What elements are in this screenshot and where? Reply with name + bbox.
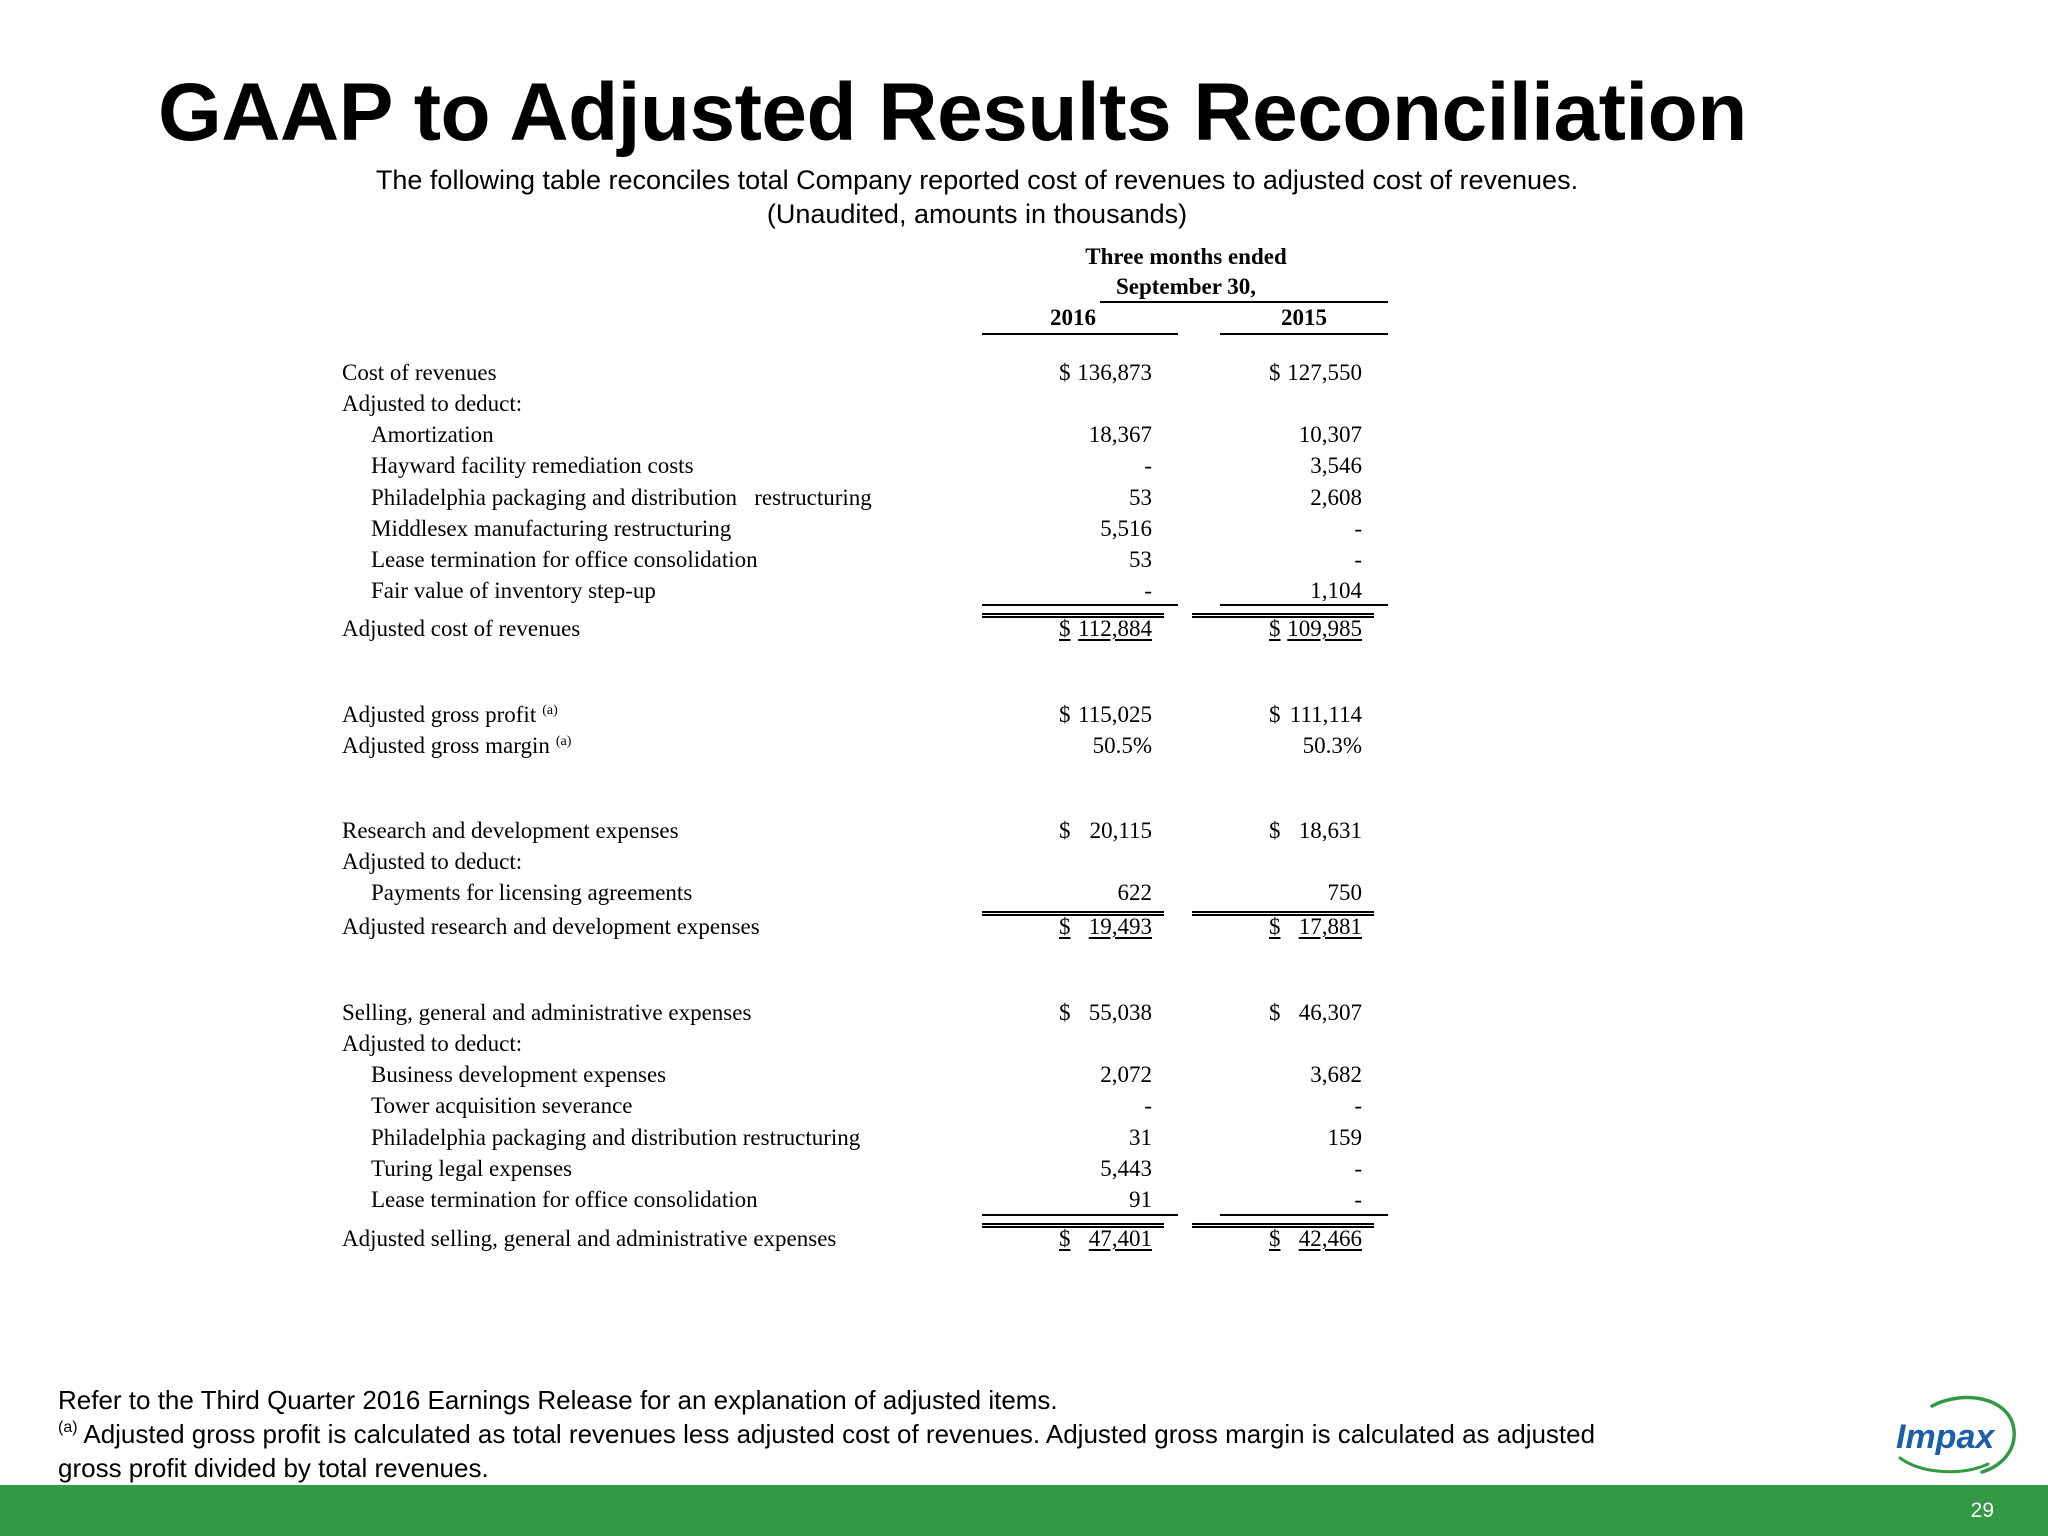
row-label: Selling, general and administrative expenses xyxy=(342,1000,752,1025)
row-label: Amortization xyxy=(371,422,494,447)
cell-value: - xyxy=(1354,1187,1362,1212)
row-footnote-marker: (a) xyxy=(555,734,572,749)
cell-value: 53 xyxy=(1129,547,1152,572)
subtotal-rule xyxy=(982,604,1178,606)
currency-symbol: $ xyxy=(1059,1000,1071,1025)
currency-symbol: $ xyxy=(1059,1226,1071,1251)
row-label: Middlesex manufacturing restructuring xyxy=(371,516,732,541)
footnote-a xyxy=(58,1418,1595,1451)
cell-value: 42,466 xyxy=(1298,1226,1362,1251)
cell-value: 46,307 xyxy=(1298,1000,1362,1025)
column-header-2015: 2015 xyxy=(1281,305,1327,330)
cell-value: 18,367 xyxy=(1088,422,1152,447)
currency-symbol: $ xyxy=(1059,702,1071,727)
bottom-bar xyxy=(0,1485,2048,1536)
impax-logo-text: Impax xyxy=(1896,1418,1995,1456)
row-label: Payments for licensing agreements xyxy=(371,880,693,905)
page-number: 29 xyxy=(1970,1499,1994,1522)
cell-value: - xyxy=(1144,453,1152,478)
currency-symbol: $ xyxy=(1059,818,1071,843)
cell-value: - xyxy=(1354,1156,1362,1181)
cell-value: 3,546 xyxy=(1310,453,1362,478)
row-label: Adjusted gross profit xyxy=(342,702,537,727)
footnote-refer: Refer to the Third Quarter 2016 Earnings Release for an explanation of adjusted items. xyxy=(58,1385,1058,1415)
table-row xyxy=(0,451,2048,481)
cell-value: 55,038 xyxy=(1088,1000,1152,1025)
column-header-rule-2015 xyxy=(1220,333,1388,335)
row-label: Turing legal expenses xyxy=(371,1156,573,1181)
currency-symbol: $ xyxy=(1269,1000,1281,1025)
table-row xyxy=(0,576,2048,606)
currency-symbol: $ xyxy=(1269,702,1281,727)
footnote-a-text: Adjusted gross profit is calculated as total revenues less adjusted cost of revenues. Adjusted gross margin is calculated as adjusted xyxy=(77,1419,1596,1449)
row-label: Philadelphia packaging and distribution restructuring xyxy=(371,485,872,510)
row-label: Adjusted research and development expenses xyxy=(342,914,760,939)
column-header-rule-2016 xyxy=(982,333,1178,335)
table-row xyxy=(0,1185,2048,1215)
currency-symbol: $ xyxy=(1269,914,1281,939)
cell-value: 19,493 xyxy=(1088,914,1152,939)
table-row xyxy=(0,1060,2048,1090)
cell-value: 31 xyxy=(1129,1125,1152,1150)
period-header-line1: Three months ended xyxy=(1085,244,1287,269)
row-label-group xyxy=(342,731,571,761)
cell-value: 115,025 xyxy=(1078,702,1152,727)
table-row xyxy=(0,483,2048,513)
cell-value: 159 xyxy=(1327,1125,1362,1150)
cell-value: - xyxy=(1354,1093,1362,1118)
footnote-a-continued: gross profit divided by total revenues. xyxy=(58,1453,489,1483)
table-row xyxy=(0,700,2048,730)
cell-value: 2,072 xyxy=(1100,1062,1152,1087)
cell-value: 136,873 xyxy=(1077,360,1152,385)
currency-symbol: $ xyxy=(1269,360,1281,385)
cell-value: 2,608 xyxy=(1310,485,1362,510)
table-row xyxy=(0,1029,2048,1059)
cell-value: 53 xyxy=(1129,485,1152,510)
table-row xyxy=(0,731,2048,761)
table-row xyxy=(0,1123,2048,1153)
currency-symbol: $ xyxy=(1269,616,1281,641)
table-description: The following table reconciles total Company reported cost of revenues to adjusted cost of revenues. xyxy=(375,165,1579,195)
cell-value: 127,550 xyxy=(1287,360,1362,385)
currency-symbol: $ xyxy=(1269,818,1281,843)
row-label: Research and development expenses xyxy=(342,818,679,843)
table-units-note: (Unaudited, amounts in thousands) xyxy=(766,199,1188,229)
cell-value: 112,884 xyxy=(1078,616,1152,641)
row-label: Lease termination for office consolidation xyxy=(371,1187,758,1212)
cell-value: 20,115 xyxy=(1089,818,1152,843)
cell-value: 750 xyxy=(1327,880,1362,905)
currency-symbol: $ xyxy=(1059,360,1071,385)
table-row xyxy=(0,912,2048,942)
row-label: Adjusted to deduct: xyxy=(342,849,523,874)
table-row xyxy=(0,998,2048,1028)
cell-value: 1,104 xyxy=(1310,578,1362,603)
row-label: Lease termination for office consolidation xyxy=(371,547,758,572)
row-label: Business development expenses xyxy=(371,1062,667,1087)
cell-value: 50.3% xyxy=(1302,733,1362,758)
row-label: Tower acquisition severance xyxy=(371,1093,633,1118)
cell-value: 109,985 xyxy=(1287,616,1362,641)
cell-value: - xyxy=(1354,516,1362,541)
row-label: Fair value of inventory step-up xyxy=(371,578,656,603)
cell-value: 91 xyxy=(1129,1187,1152,1212)
cell-value: 5,516 xyxy=(1100,516,1152,541)
row-label-group xyxy=(342,700,558,730)
period-header-rule xyxy=(1100,301,1388,303)
cell-value: 3,682 xyxy=(1310,1062,1362,1087)
row-label: Adjusted gross margin xyxy=(342,733,550,758)
cell-value: 10,307 xyxy=(1298,422,1362,447)
subtotal-rule xyxy=(1220,604,1388,606)
row-label: Adjusted to deduct: xyxy=(342,1031,523,1056)
row-label: Adjusted cost of revenues xyxy=(342,616,581,641)
table-row xyxy=(0,545,2048,575)
currency-symbol: $ xyxy=(1059,914,1071,939)
table-row xyxy=(0,847,2048,877)
table-row xyxy=(0,358,2048,388)
cell-value: - xyxy=(1144,1093,1152,1118)
cell-value: 17,881 xyxy=(1298,914,1362,939)
currency-symbol: $ xyxy=(1059,616,1071,641)
row-footnote-marker: (a) xyxy=(542,703,558,718)
row-label: Cost of revenues xyxy=(342,360,497,385)
currency-symbol: $ xyxy=(1269,1226,1281,1251)
cell-value: 47,401 xyxy=(1088,1226,1152,1251)
column-header-2016: 2016 xyxy=(1050,305,1096,330)
impax-logo xyxy=(1892,1388,2022,1478)
cell-value: 18,631 xyxy=(1298,818,1362,843)
cell-value: 50.5% xyxy=(1092,733,1152,758)
period-header-line2: September 30, xyxy=(1115,274,1257,299)
row-label: Philadelphia packaging and distribution restructuring xyxy=(371,1125,861,1150)
page-title: GAAP to Adjusted Results Reconciliation xyxy=(158,67,1747,158)
table-row xyxy=(0,614,2048,644)
table-row xyxy=(0,1154,2048,1184)
table-row xyxy=(0,514,2048,544)
table-row xyxy=(0,1091,2048,1121)
subtotal-rule xyxy=(1220,1214,1388,1216)
cell-value: 622 xyxy=(1117,880,1152,905)
table-row xyxy=(0,878,2048,908)
row-label: Adjusted selling, general and administrative expenses xyxy=(342,1226,837,1251)
table-row xyxy=(0,816,2048,846)
table-row xyxy=(0,1224,2048,1254)
row-label: Hayward facility remediation costs xyxy=(371,453,694,478)
table-row xyxy=(0,420,2048,450)
table-row xyxy=(0,389,2048,419)
subtotal-rule xyxy=(982,1214,1178,1216)
cell-value: - xyxy=(1354,547,1362,572)
cell-value: 111,114 xyxy=(1289,702,1362,727)
footnote-a-marker: (a) xyxy=(58,1419,78,1436)
cell-value: 5,443 xyxy=(1100,1156,1152,1181)
row-label: Adjusted to deduct: xyxy=(342,391,523,416)
cell-value: - xyxy=(1144,578,1152,603)
